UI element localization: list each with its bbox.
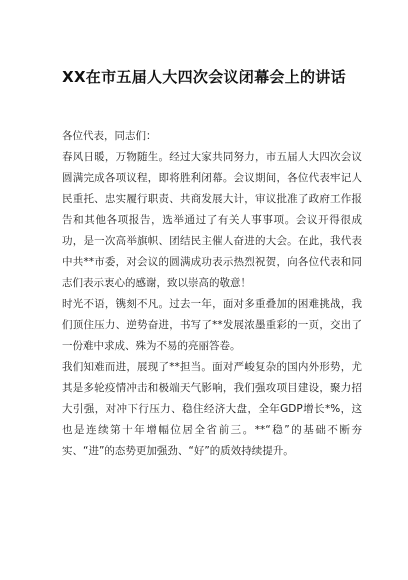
paragraph-opening: 春风日暖，万物随生。经过大家共同努力，市五届人大四次会议圆满完成各项议程，即将胜利闭幕。会议期间，各位代表牢记人民重托、忠实履行职责、共商发展大计，审议批准了政府工作报告和其他各项报告，选举通过了有关人事事项。会议开得很成功，是一次高举旗帜、团结民主催人奋进的大会。在此，我代表中共**市委，对会议的圆满成功表示热烈祝贺，向各位代表和同志们表示衷心的感谢，致以崇高的敬意！ [62, 151, 362, 289]
salutation: 各位代表，同志们： [62, 130, 157, 142]
document-title: XX在市五届人大四次会议闭幕会上的讲话 [62, 68, 346, 86]
paragraph-achievements: 我们知难而进，展现了**担当。面对严峻复杂的国内外形势，尤其是多轮疫情冲击和极端天气影响，我们强攻项目建设，聚力招大引强，对冲下行压力、稳住经济大盘，全年GDP增长*%，这也是连续第十年增幅位居全省前三。**“稳”的基础不断夯实、“进”的态势更加强劲、“好”的质效持续提升。 [62, 361, 362, 457]
paragraph-review: 时光不语，镌刻不凡。过去一年，面对多重叠加的困难挑战，我们顶住压力、逆势奋进，书写了**发展浓墨重彩的一页，交出了一份难中求成、殊为不易的亮丽答卷。 [62, 298, 362, 352]
document-body [62, 126, 362, 462]
